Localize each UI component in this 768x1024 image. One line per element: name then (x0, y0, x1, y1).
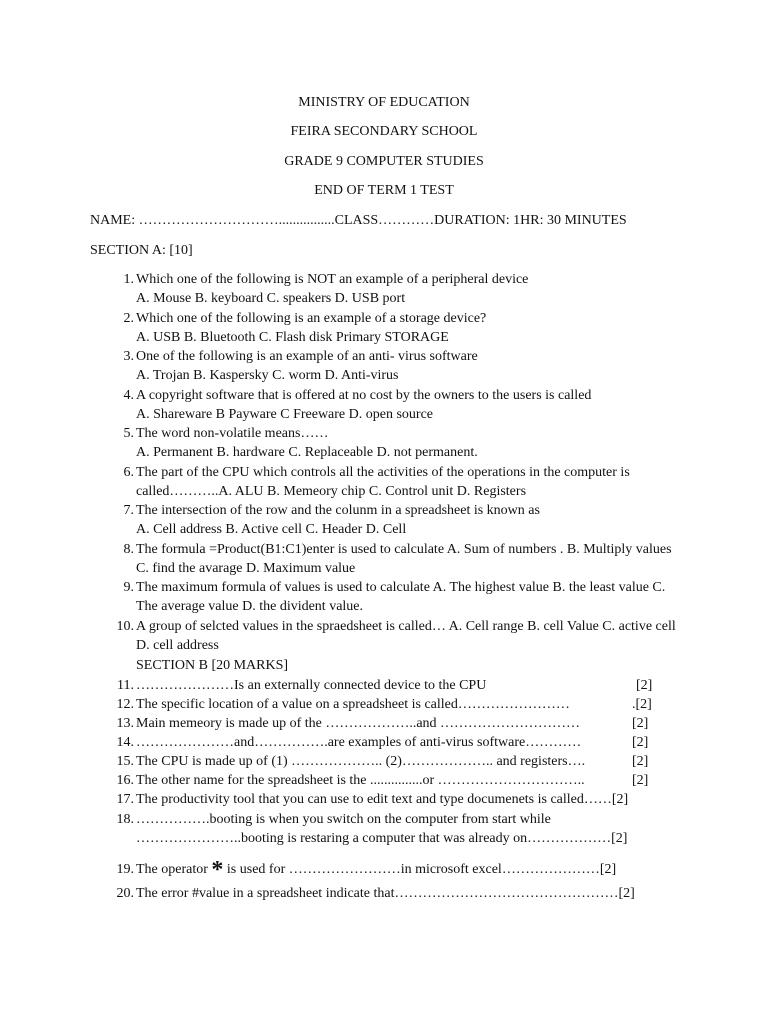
question-text: The CPU is made up of (1) ……………….. (2)……………….. and registers…. (136, 754, 586, 769)
question-text-start: The operator (136, 862, 212, 877)
question-text: The error #value in a spreadsheet indicate that…………………………………………[2] (136, 886, 635, 901)
question-11 (112, 676, 682, 695)
question-16 (112, 771, 682, 790)
question-number: 12. (116, 697, 134, 712)
question-1 (112, 270, 682, 308)
question-17 (112, 790, 682, 809)
question-3 (112, 347, 682, 385)
question-number: 19. (116, 862, 134, 877)
question-number: 4. (123, 388, 134, 403)
question-number: 20. (116, 886, 134, 901)
question-10 (112, 617, 682, 655)
question-text: Which one of the following is an example of a storage device? (136, 311, 487, 326)
question-11-mark: [2] (636, 678, 653, 693)
question-text: …………………and…………….are examples of anti-virus software………… (136, 735, 582, 750)
question-8 (112, 540, 682, 578)
question-13 (112, 714, 682, 733)
question-15-mark: [2] (632, 754, 649, 769)
question-12 (112, 695, 682, 714)
question-7 (112, 501, 682, 539)
question-number: 17. (116, 792, 134, 807)
question-text: The maximum formula of values is used to calculate A. The highest value B. the least value C. The average value D. the divident value. (136, 580, 666, 614)
question-text: Main memeory is made up of the ………………..and ………………………… (136, 716, 581, 731)
question-text: The word non-volatile means…… (136, 426, 329, 441)
question-text: …………….booting is when you switch on the computer from start while (136, 812, 551, 827)
question-number: 14. (116, 735, 134, 750)
question-text: A copyright software that is offered at no cost by the owners to the users is called (136, 388, 592, 403)
question-text: The intersection of the row and the colunm in a spreadsheet is known as (136, 503, 540, 518)
question-number: 3. (123, 349, 134, 364)
name-line: NAME: …………………………................CLASS…………DURATION: 1HR: 30 MINUTES (90, 213, 627, 228)
question-19 (112, 857, 682, 883)
question-text: The part of the CPU which controls all the activities of the operations in the computer is called………..A. ALU B. Memeory chip C. Control unit D. Registers (136, 465, 630, 499)
question-13-mark: [2] (632, 716, 649, 731)
question-text: A group of selcted values in the spraedsheet is called… A. Cell range B. cell Value C. active cell D. cell address (136, 619, 676, 653)
question-number: 5. (123, 426, 134, 441)
question-number: 11. (117, 678, 134, 693)
question-text: The specific location of a value on a spreadsheet is called…………………… (136, 697, 570, 712)
question-text-continued: …………………..booting is restaring a computer that was already on………………[2] (136, 831, 628, 846)
question-5 (112, 424, 682, 462)
test-heading: END OF TERM 1 TEST (314, 183, 454, 198)
question-12-mark: .[2] (632, 697, 652, 712)
question-6 (112, 463, 682, 501)
question-number: 15. (116, 754, 134, 769)
asterisk-operator: * (211, 857, 224, 883)
question-number: 7. (123, 503, 134, 518)
question-text: The formula =Product(B1:C1)enter is used to calculate A. Sum of numbers . B. Multiply values C. find the avarage D. Maximum value (136, 542, 672, 576)
question-text: One of the following is an example of an anti- virus software (136, 349, 478, 364)
question-18 (112, 810, 682, 848)
ministry-heading: MINISTRY OF EDUCATION (298, 95, 470, 110)
question-2 (112, 309, 682, 347)
question-options: A. Shareware B Payware C Freeware D. open source (136, 407, 434, 422)
question-number: 10. (116, 619, 134, 634)
question-text: The other name for the spreadsheet is the ...............or ………………………….. (136, 773, 585, 788)
question-16-mark: [2] (632, 773, 649, 788)
question-options: A. USB B. Bluetooth C. Flash disk Primary STORAGE (136, 330, 449, 345)
question-14-mark: [2] (632, 735, 649, 750)
question-number: 13. (116, 716, 134, 731)
section-b-heading: SECTION B [20 MARKS] (136, 658, 289, 673)
question-9 (112, 578, 682, 616)
question-text: …………………Is an externally connected device to the CPU (136, 678, 487, 693)
question-number: 8. (123, 542, 134, 557)
question-text: Which one of the following is NOT an example of a peripheral device (136, 272, 529, 287)
question-number: 1. (123, 272, 134, 287)
section-a-heading: SECTION A: [10] (90, 243, 193, 258)
grade-heading: GRADE 9 COMPUTER STUDIES (284, 154, 484, 169)
question-text (136, 857, 682, 883)
question-number: 2. (123, 311, 134, 326)
question-options: A. Trojan B. Kaspersky C. worm D. Anti-virus (136, 368, 399, 383)
question-options: A. Cell address B. Active cell C. Header D. Cell (136, 522, 407, 537)
question-options: A. Mouse B. keyboard C. speakers D. USB port (136, 291, 406, 306)
question-text: The productivity tool that you can use to edit text and type documenets is called……[2] (136, 792, 629, 807)
school-heading: FEIRA SECONDARY SCHOOL (290, 124, 478, 139)
question-4 (112, 386, 682, 424)
question-number: 16. (116, 773, 134, 788)
question-number: 18. (116, 812, 134, 827)
question-number: 6. (123, 465, 134, 480)
question-number: 9. (123, 580, 134, 595)
question-15 (112, 752, 682, 771)
question-text-end: is used for ……………………in microsoft excel…………………[2] (223, 862, 617, 877)
question-20 (112, 884, 682, 903)
question-14 (112, 733, 682, 752)
question-options: A. Permanent B. hardware C. Replaceable D. not permanent. (136, 445, 478, 460)
